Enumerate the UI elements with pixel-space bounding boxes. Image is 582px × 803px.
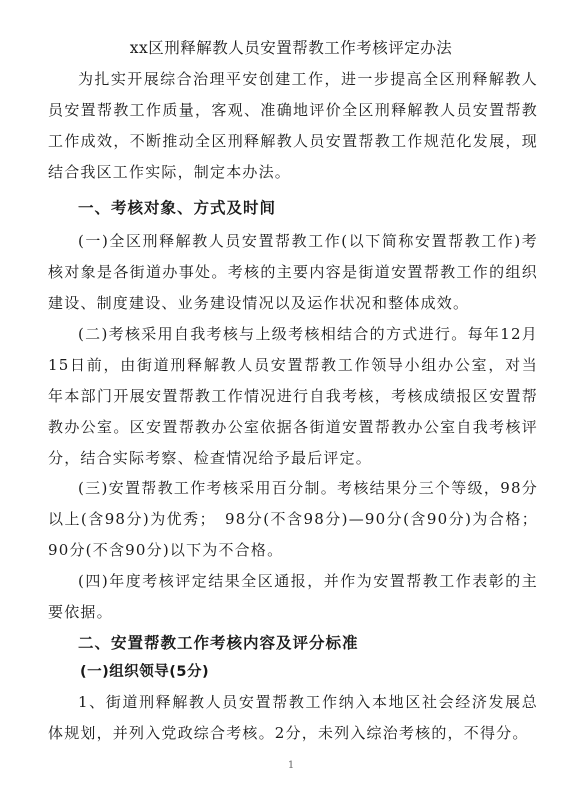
intro-paragraph: 为扎实开展综合治理平安创建工作，进一步提高全区刑释解教人员安置帮教工作质量，客观、准确地评价全区刑释解教人员安置帮教工作成效，不断推动全区刑释解教人员安置帮教工作规范化发展，现结合我区工作实际，制定本办法。 xyxy=(48,70,538,181)
section1-item-3: (三)安置帮教工作考核采用百分制。考核结果分三个等级，98分以上(含98分)为优秀； 98分(不含98分)—90分(含90分)为合格；90分(不含90分)以下为不合格。 xyxy=(48,479,538,559)
section1-item-1: (一)全区刑释解教人员安置帮教工作(以下简称安置帮教工作)考核对象是各街道办事处。考核的主要内容是街道安置帮教工作的组织建设、制度建设、业务建设情况以及运作状况和整体成效。 xyxy=(48,232,538,312)
document-title: xx区刑释解教人员安置帮教工作考核评定办法 xyxy=(129,39,453,57)
section2-item-1: 1、街道刑释解教人员安置帮教工作纳入本地区社会经济发展总体规划，并列入党政综合考核。2分，未列入综治考核的，不得分。 xyxy=(48,693,538,742)
section-heading-2: 二、安置帮教工作考核内容及评分标准 xyxy=(78,634,359,652)
section1-item-4: (四)年度考核评定结果全区通报，并作为安置帮教工作表彰的主要依据。 xyxy=(48,572,538,621)
section-heading-1: 一、考核对象、方式及时间 xyxy=(78,199,277,217)
section2-subheading-1: (一)组织领导(5分) xyxy=(80,664,210,680)
page-number: 1 xyxy=(287,760,295,771)
section1-item-2: (二)考核采用自我考核与上级考核相结合的方式进行。每年12月15日前，由街道刑释解教人员安置帮教工作领导小组办公室，对当年本部门开展安置帮教工作情况进行自我考核，考核成绩报区安置帮教办公室。区安置帮教办公室依据各街道安置帮教办公室自我考核评分，结合实际考察、检查情况给予最后评定。 xyxy=(48,325,538,467)
